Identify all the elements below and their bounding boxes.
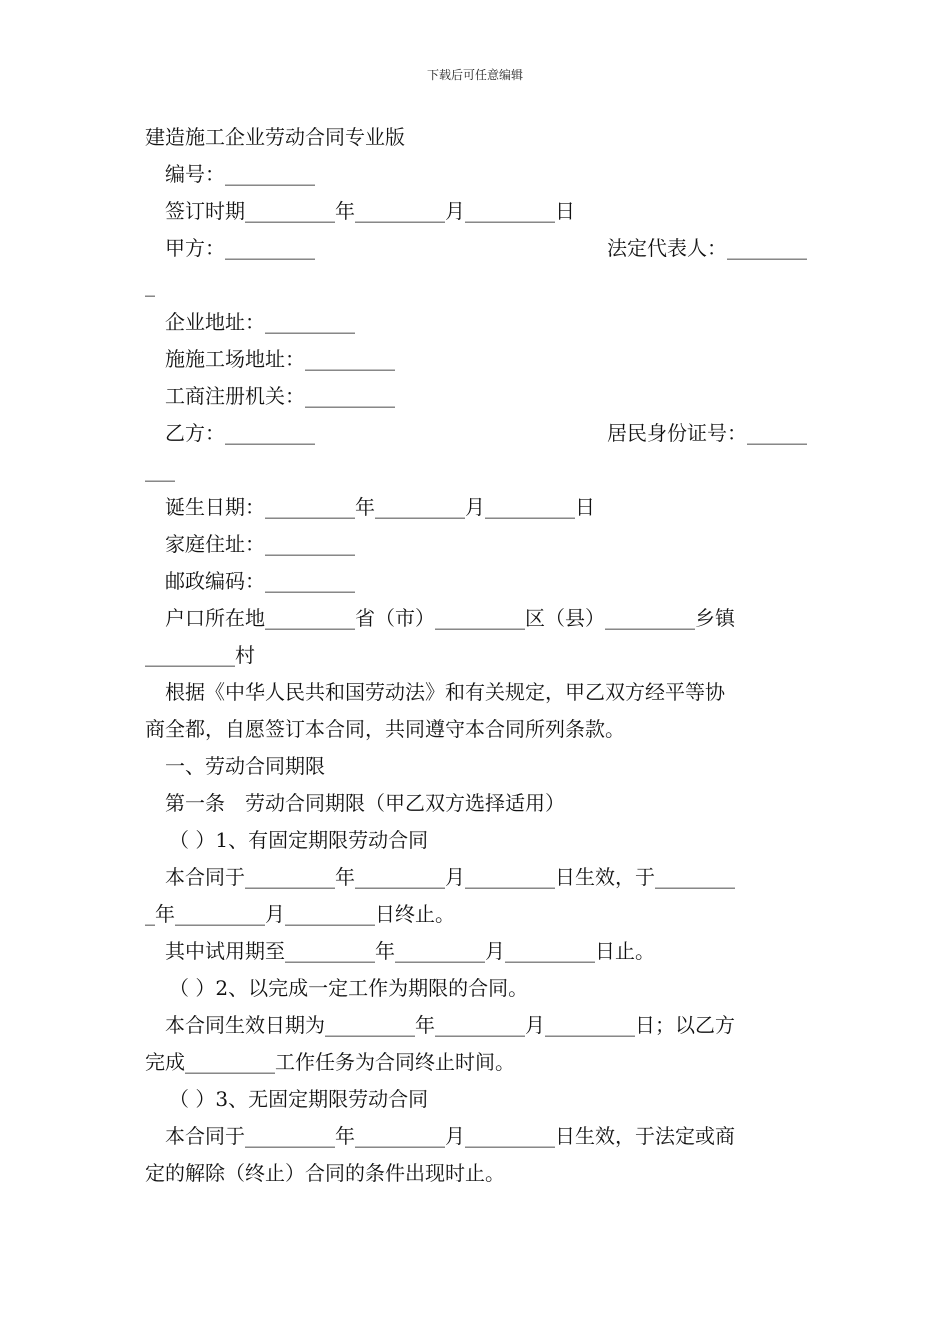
party-a-line: [145, 230, 807, 267]
fixed-term-dates: 本合同于_________年_________月_________日生效，于________: [165, 865, 735, 889]
preamble-paragraph: 根据《中华人民共和国劳动法》和有关规定，甲乙双方经平等协: [165, 680, 725, 704]
option-task-based: （ ）2、以完成一定工作为期限的合同。: [169, 976, 529, 1000]
section-heading: 一、劳动合同期限: [165, 754, 325, 778]
household-registration-line-wrap: _________村: [145, 643, 255, 667]
company-address-line: 企业地址：_________: [165, 310, 355, 334]
home-address-line: 家庭住址：_________: [165, 532, 355, 556]
id-number-label: 居民身份证号：______: [607, 421, 807, 445]
fixed-term-dates-wrap: _年_________月_________日终止。: [145, 902, 455, 926]
signing-date-line: 签订时期_________年_________月_________日: [165, 199, 575, 223]
task-based-dates: 本合同生效日期为_________年_________月_________日；以乙方: [165, 1013, 735, 1037]
contract-number-line: 编号：_________: [165, 162, 315, 186]
task-based-dates-wrap: 完成_________工作任务为合同终止时间。: [145, 1050, 515, 1074]
party-b-line: [145, 415, 807, 452]
site-address-line: 施施工场地址：_________: [165, 347, 395, 371]
contract-body: [145, 119, 807, 1192]
postal-code-line: 邮政编码：_________: [165, 569, 355, 593]
open-ended-dates-wrap: 定的解除（终止）合同的条件出现时止。: [145, 1161, 505, 1185]
preamble-paragraph-wrap: 商全都，自愿签订本合同，共同遵守本合同所列条款。: [145, 717, 625, 741]
party-a-label: 甲方：_________: [165, 236, 315, 260]
legal-representative-label: 法定代表人：________: [607, 236, 807, 260]
page-header: 下载后可任意编辑: [426, 68, 523, 82]
document-title: 建造施工企业劳动合同专业版: [145, 125, 405, 149]
open-ended-dates: 本合同于_________年_________月_________日生效，于法定或商: [165, 1124, 735, 1148]
registration-authority-line: 工商注册机关：_________: [165, 384, 395, 408]
party-b-label: 乙方：_________: [165, 421, 315, 445]
article-heading: 第一条 劳动合同期限（甲乙双方选择适用）: [165, 791, 565, 815]
party-a-line-wrap: _: [145, 273, 155, 297]
household-registration-line: 户口所在地_________省（市）_________区（县）_________乡镇: [165, 606, 735, 630]
birth-date-line: 诞生日期：_________年_________月_________日: [165, 495, 595, 519]
option-fixed-term: （ ）1、有固定期限劳动合同: [169, 828, 429, 852]
option-open-ended: （ ）3、无固定期限劳动合同: [169, 1087, 429, 1111]
party-b-line-wrap: ___: [145, 458, 175, 482]
probation-period-line: 其中试用期至_________年_________月_________日止。: [165, 939, 655, 963]
